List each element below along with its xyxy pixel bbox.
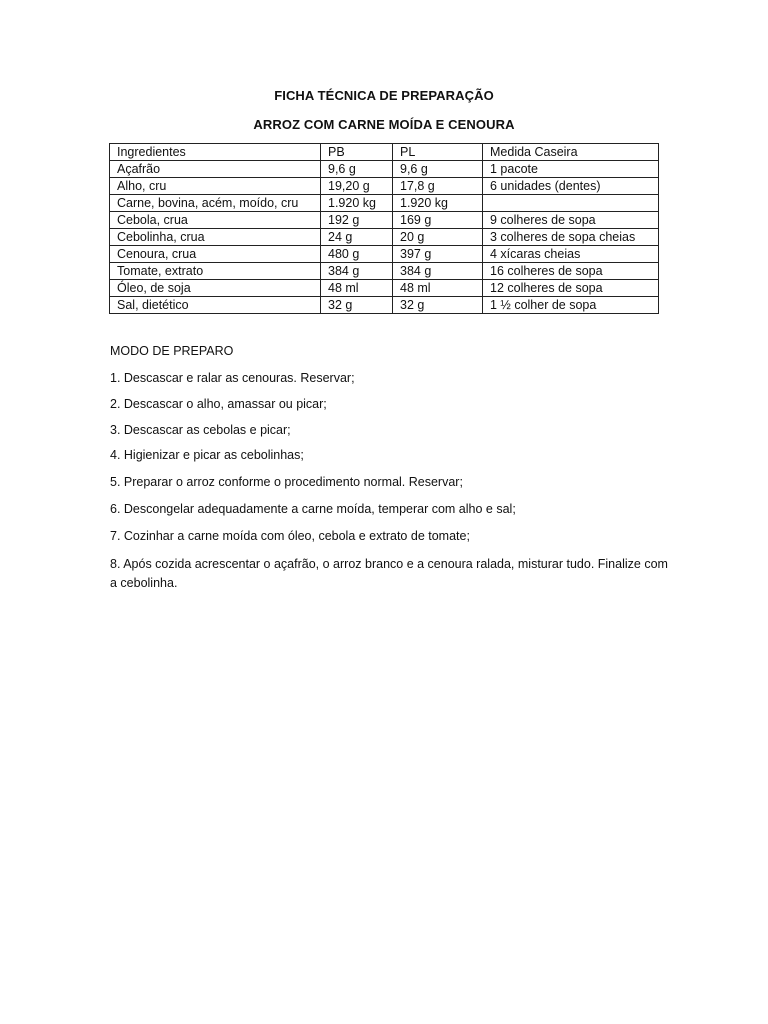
table-row [110,212,659,229]
ingredient-pl: 384 g [393,263,483,280]
ingredient-pl: 169 g [393,212,483,229]
ingredient-name: Cebola, crua [110,212,321,229]
preparo-step-6: 6. Descongelar adequadamente a carne moída, temperar com alho e sal; [110,502,516,516]
ingredient-medida: 1 pacote [483,161,659,178]
ingredient-name: Açafrão [110,161,321,178]
ingredient-pb: 24 g [321,229,393,246]
ingredient-pl: 9,6 g [393,161,483,178]
table-row [110,297,659,314]
ingredient-pl: 17,8 g [393,178,483,195]
ingredient-medida: 9 colheres de sopa [483,212,659,229]
table-header-row [110,144,659,161]
preparo-step-3: 3. Descascar as cebolas e picar; [110,423,291,437]
ingredient-name: Sal, dietético [110,297,321,314]
table-row [110,280,659,297]
preparo-heading: MODO DE PREPARO [110,344,234,358]
ingredient-medida: 3 colheres de sopa cheias [483,229,659,246]
ingredient-medida: 4 xícaras cheias [483,246,659,263]
ingredient-medida: 12 colheres de sopa [483,280,659,297]
ingredient-medida [483,195,659,212]
table-row [110,229,659,246]
table-row [110,195,659,212]
header-ingredientes: Ingredientes [110,144,321,161]
preparo-step-2: 2. Descascar o alho, amassar ou picar; [110,397,327,411]
ingredient-pl: 48 ml [393,280,483,297]
ingredient-name: Carne, bovina, acém, moído, cru [110,195,321,212]
ingredient-pb: 384 g [321,263,393,280]
header-pb: PB [321,144,393,161]
ingredient-name: Cenoura, crua [110,246,321,263]
ingredient-pb: 48 ml [321,280,393,297]
ingredients-table [109,143,659,314]
ingredient-pb: 9,6 g [321,161,393,178]
ingredient-name: Tomate, extrato [110,263,321,280]
preparo-step-8: 8. Após cozida acrescentar o açafrão, o arroz branco e a cenoura ralada, misturar tudo. Finalize com a cebolinha. [110,557,668,590]
ingredient-medida: 1 ½ colher de sopa [483,297,659,314]
preparo-step-4: 4. Higienizar e picar as cebolinhas; [110,448,304,462]
table-row [110,263,659,280]
preparo-step-5: 5. Preparar o arroz conforme o procedimento normal. Reservar; [110,475,463,489]
ingredient-pb: 19,20 g [321,178,393,195]
ingredient-pl: 397 g [393,246,483,263]
preparo-step-7: 7. Cozinhar a carne moída com óleo, cebola e extrato de tomate; [110,529,470,543]
recipe-title: ARROZ COM CARNE MOÍDA E CENOURA [253,117,515,132]
ingredient-pl: 1.920 kg [393,195,483,212]
preparo-step-1: 1. Descascar e ralar as cenouras. Reservar; [110,371,355,385]
ingredient-pb: 480 g [321,246,393,263]
ingredient-pl: 32 g [393,297,483,314]
table-row [110,246,659,263]
header-pl: PL [393,144,483,161]
ingredient-pb: 192 g [321,212,393,229]
ingredient-medida: 6 unidades (dentes) [483,178,659,195]
ingredient-name: Óleo, de soja [110,280,321,297]
table-row [110,161,659,178]
ingredient-name: Cebolinha, crua [110,229,321,246]
ingredient-pl: 20 g [393,229,483,246]
ingredient-medida: 16 colheres de sopa [483,263,659,280]
ingredient-name: Alho, cru [110,178,321,195]
ingredient-pb: 1.920 kg [321,195,393,212]
ingredient-pb: 32 g [321,297,393,314]
document-title: FICHA TÉCNICA DE PREPARAÇÃO [274,88,494,103]
table-row [110,178,659,195]
header-medida-caseira: Medida Caseira [483,144,659,161]
